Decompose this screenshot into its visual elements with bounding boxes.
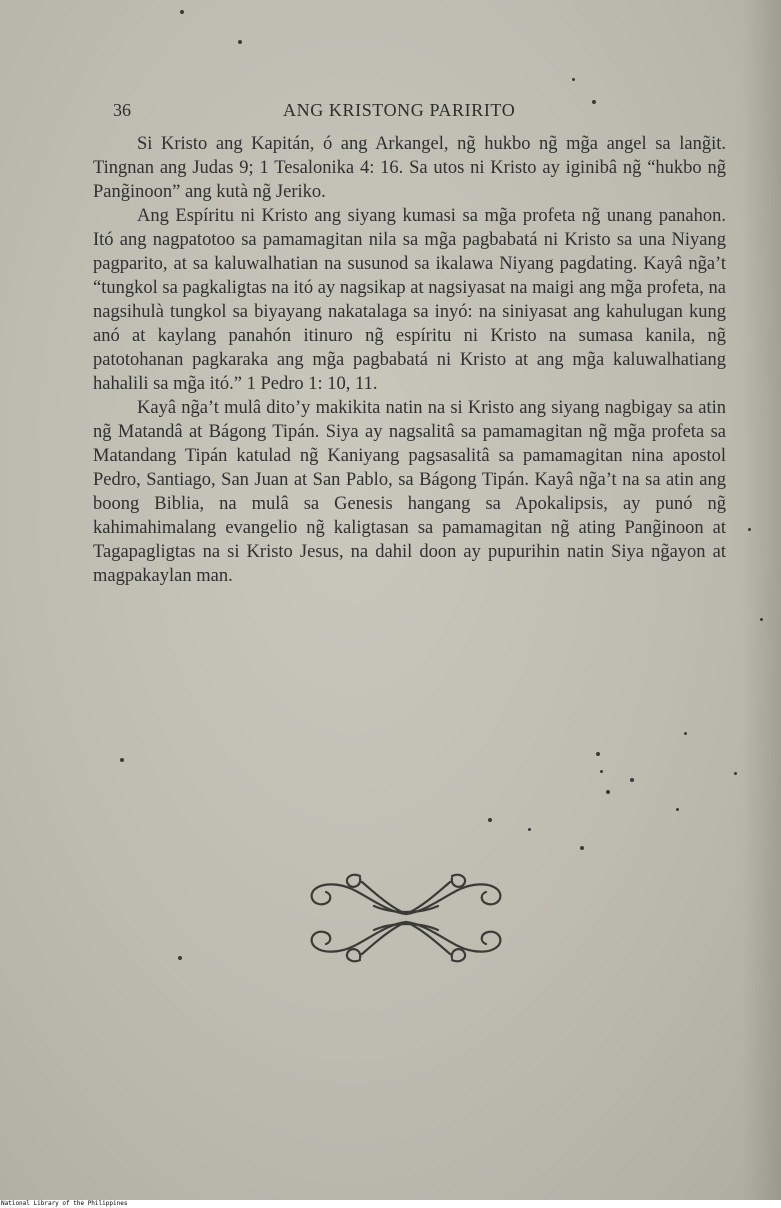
ink-speck <box>676 808 679 811</box>
paragraph-3: Kayâ ng̃a’t mulâ dito’y makikita natin na si Kristo ang siyang nagbigay sa atin ng̃ Matandâ at Bágong Tipán. Siya ay nagsalitâ sa pamamagitan ng̃ mg̃a profeta sa Matandang Tipán katulad ng̃ Kaniyang pagsasalitâ sa pamamagitan nina apostol Pedro, Santiago, San Juan at San Pablo, sa Bágong Tipán. Kayâ ng̃a’t na sa atin ang boong Biblia, na mulâ sa Genesis hangang sa Apokalipsis, ay punó ng̃ kahimahimalang evangelio ng̃ kaligtasan sa pamamagitan ng̃ ating Pang̃inoon at Tagapagligtas na si Kristo Jesus, na dahil doon ay pupurihin natin Siya ng̃ayon at magpakaylan man. <box>93 398 726 586</box>
library-credit: National Library of the Philippines <box>1 1200 128 1207</box>
ink-speck <box>600 770 603 773</box>
ink-speck <box>120 758 124 762</box>
ink-speck <box>592 100 596 104</box>
ink-speck <box>734 772 737 775</box>
ink-speck <box>760 618 763 621</box>
ink-speck <box>180 10 184 14</box>
ink-speck <box>596 752 600 756</box>
ink-speck <box>630 778 634 782</box>
ink-speck <box>178 956 182 960</box>
page-number: 36 <box>113 100 131 120</box>
running-title: ANG KRISTONG PARIRITO <box>283 100 516 120</box>
ink-speck <box>238 40 242 44</box>
running-head <box>113 100 583 122</box>
ink-speck <box>606 790 610 794</box>
ink-speck <box>572 78 575 81</box>
paragraph-2: Ang Espíritu ni Kristo ang siyang kumasi sa mg̃a profeta ng̃ unang panahon. Itó ang nagpatotoo sa pamamagitan nila sa mg̃a pagbabatá ni Kristo sa una Niyang pagparito, at sa kaluwalhatian na susunod sa ikalawa Niyang pagdating. Kayâ ng̃a’t “tungkol sa pagkaligtas na itó ay nagsikap at nagsiyasat na maigi ang mg̃a profeta, na nagsihulà tungkol sa biyayang nakatalaga sa inyó: na siniyasat ang kahulugan kung anó at kaylang panahón itinuro ng̃ espíritu ni Kristo na sumasa kanila, ng̃ patotohanan pagkaraka ang mg̃a pagbabatá ni Kristo at ang mg̃a kaluwalhatiang hahalili sa mg̃a itó.” 1 Pedro 1: 10, 11. <box>93 206 726 394</box>
ink-speck <box>684 732 687 735</box>
paragraph-1: Si Kristo ang Kapitán, ó ang Arkangel, ng̃ hukbo ng̃ mg̃a angel sa lang̃it. Tingnan ang Judas 9; 1 Tesalonika 4: 16. Sa utos ni Kristo ay iginibâ ng̃ “hukbo ng̃ Pang̃inoon” ang kutà ng̃ Jeriko. <box>93 134 726 202</box>
ink-speck <box>528 828 531 831</box>
ink-speck <box>580 846 584 850</box>
ink-speck <box>488 818 492 822</box>
body-text <box>93 132 726 588</box>
ink-speck <box>748 528 751 531</box>
scroll-ornament-icon <box>300 868 512 968</box>
